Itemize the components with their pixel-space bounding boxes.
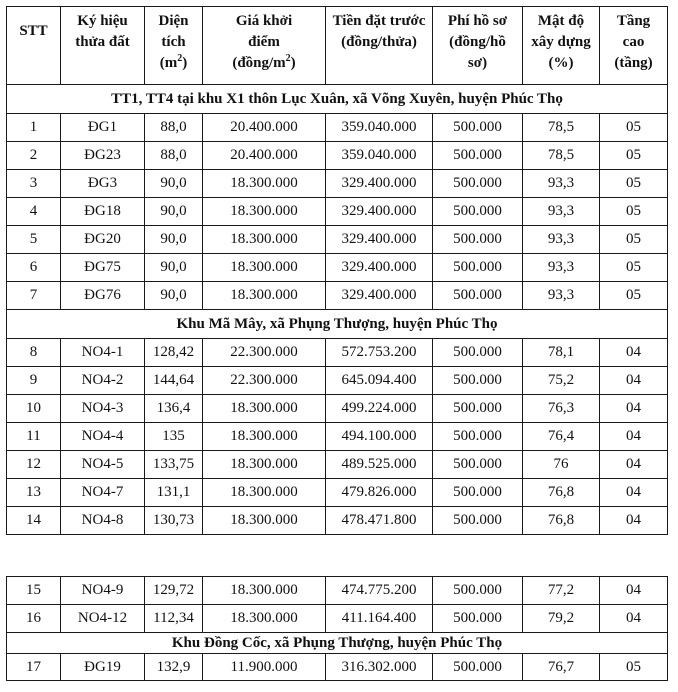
cell-stt: 10 <box>7 395 61 423</box>
header-start-price: Giá khởi điểm $(đồng/m^2)$ <box>203 7 326 85</box>
cell-stt: 11 <box>7 423 61 451</box>
cell-stt: 15 <box>7 577 61 605</box>
table-row <box>7 339 668 367</box>
cell-start-price: 18.300.000 <box>203 479 326 507</box>
cell-area: 130,73 <box>145 507 203 535</box>
cell-area: 144,64 <box>145 367 203 395</box>
cell-fee: 500.000 <box>433 605 523 633</box>
cell-density: 76,7 <box>523 654 600 681</box>
cell-fee: 500.000 <box>433 507 523 535</box>
cell-fee: 500.000 <box>433 226 523 254</box>
cell-area: 90,0 <box>145 198 203 226</box>
cell-fee: 500.000 <box>433 654 523 681</box>
cell-plot: ĐG3 <box>61 170 145 198</box>
table-row <box>7 451 668 479</box>
cell-deposit: 329.400.000 <box>326 226 433 254</box>
cell-deposit: 489.525.000 <box>326 451 433 479</box>
table-row <box>7 142 668 170</box>
cell-area: 88,0 <box>145 114 203 142</box>
auction-table <box>6 6 668 535</box>
header-density: Mật độ xây dựng (%) <box>523 7 600 85</box>
cell-area: 132,9 <box>145 654 203 681</box>
header-floors: Tầng cao (tầng) <box>600 7 668 85</box>
cell-stt: 9 <box>7 367 61 395</box>
cell-deposit: 329.400.000 <box>326 254 433 282</box>
section-row <box>7 633 668 654</box>
cell-area: 133,75 <box>145 451 203 479</box>
cell-deposit: 359.040.000 <box>326 114 433 142</box>
cell-plot: NO4-12 <box>61 605 145 633</box>
cell-area: 128,42 <box>145 339 203 367</box>
auction-table-continuation <box>6 576 668 681</box>
table-row <box>7 282 668 310</box>
cell-floors: 05 <box>600 114 668 142</box>
cell-floors: 05 <box>600 654 668 681</box>
cell-density: 76,8 <box>523 507 600 535</box>
cell-deposit: 329.400.000 <box>326 282 433 310</box>
cell-stt: 5 <box>7 226 61 254</box>
cell-start-price: 18.300.000 <box>203 423 326 451</box>
cell-fee: 500.000 <box>433 170 523 198</box>
cell-fee: 500.000 <box>433 114 523 142</box>
cell-deposit: 478.471.800 <box>326 507 433 535</box>
cell-plot: ĐG18 <box>61 198 145 226</box>
cell-floors: 04 <box>600 605 668 633</box>
cell-start-price: 18.300.000 <box>203 577 326 605</box>
cell-stt: 13 <box>7 479 61 507</box>
header-stt: STT <box>7 7 61 85</box>
cell-density: 78,5 <box>523 142 600 170</box>
cell-fee: 500.000 <box>433 577 523 605</box>
cell-deposit: 329.400.000 <box>326 170 433 198</box>
table-row <box>7 395 668 423</box>
cell-deposit: 474.775.200 <box>326 577 433 605</box>
section-row <box>7 310 668 339</box>
cell-area: 131,1 <box>145 479 203 507</box>
cell-plot: NO4-3 <box>61 395 145 423</box>
cell-stt: 14 <box>7 507 61 535</box>
cell-density: 76,4 <box>523 423 600 451</box>
cell-stt: 12 <box>7 451 61 479</box>
cell-start-price: 18.300.000 <box>203 395 326 423</box>
cell-start-price: 20.400.000 <box>203 142 326 170</box>
cell-plot: ĐG76 <box>61 282 145 310</box>
cell-plot: NO4-2 <box>61 367 145 395</box>
cell-deposit: 411.164.400 <box>326 605 433 633</box>
cell-deposit: 359.040.000 <box>326 142 433 170</box>
cell-plot: NO4-4 <box>61 423 145 451</box>
cell-plot: NO4-1 <box>61 339 145 367</box>
cell-area: 135 <box>145 423 203 451</box>
cell-start-price: 22.300.000 <box>203 367 326 395</box>
section-title: Khu Đồng Cốc, xã Phụng Thượng, huyện Phúc Thọ <box>7 633 668 654</box>
cell-stt: 16 <box>7 605 61 633</box>
table-row <box>7 254 668 282</box>
cell-start-price: 22.300.000 <box>203 339 326 367</box>
cell-stt: 17 <box>7 654 61 681</box>
cell-deposit: 494.100.000 <box>326 423 433 451</box>
cell-fee: 500.000 <box>433 198 523 226</box>
cell-area: 136,4 <box>145 395 203 423</box>
cell-floors: 05 <box>600 226 668 254</box>
header-row <box>7 7 668 85</box>
cell-floors: 04 <box>600 577 668 605</box>
table-row <box>7 367 668 395</box>
cell-fee: 500.000 <box>433 254 523 282</box>
cell-deposit: 645.094.400 <box>326 367 433 395</box>
cell-deposit: 572.753.200 <box>326 339 433 367</box>
table-row <box>7 479 668 507</box>
cell-deposit: 479.826.000 <box>326 479 433 507</box>
section-title: Khu Mã Mây, xã Phụng Thượng, huyện Phúc Thọ <box>7 310 668 339</box>
cell-fee: 500.000 <box>433 367 523 395</box>
table-row <box>7 577 668 605</box>
cell-deposit: 499.224.000 <box>326 395 433 423</box>
section-title: TT1, TT4 tại khu X1 thôn Lục Xuân, xã Võng Xuyên, huyện Phúc Thọ <box>7 85 668 114</box>
cell-density: 78,5 <box>523 114 600 142</box>
cell-area: 90,0 <box>145 170 203 198</box>
cell-deposit: 316.302.000 <box>326 654 433 681</box>
cell-start-price: 18.300.000 <box>203 198 326 226</box>
cell-plot: NO4-8 <box>61 507 145 535</box>
cell-density: 76,3 <box>523 395 600 423</box>
table-row <box>7 605 668 633</box>
cell-stt: 2 <box>7 142 61 170</box>
cell-start-price: 18.300.000 <box>203 282 326 310</box>
cell-density: 76,8 <box>523 479 600 507</box>
cell-floors: 05 <box>600 254 668 282</box>
cell-start-price: 18.300.000 <box>203 507 326 535</box>
cell-start-price: 18.300.000 <box>203 170 326 198</box>
cell-density: 77,2 <box>523 577 600 605</box>
cell-density: 93,3 <box>523 170 600 198</box>
cell-fee: 500.000 <box>433 142 523 170</box>
table-row <box>7 654 668 681</box>
cell-plot: ĐG23 <box>61 142 145 170</box>
header-plot: Ký hiệu thửa đất <box>61 7 145 85</box>
cell-floors: 04 <box>600 507 668 535</box>
table-row <box>7 226 668 254</box>
cell-floors: 04 <box>600 367 668 395</box>
table-body <box>7 85 668 535</box>
cell-floors: 05 <box>600 282 668 310</box>
section-row <box>7 85 668 114</box>
cell-fee: 500.000 <box>433 451 523 479</box>
cell-density: 93,3 <box>523 254 600 282</box>
cell-start-price: 11.900.000 <box>203 654 326 681</box>
table-row <box>7 170 668 198</box>
header-fee: Phí hồ sơ (đồng/hồ sơ) <box>433 7 523 85</box>
cell-stt: 6 <box>7 254 61 282</box>
cell-start-price: 18.300.000 <box>203 451 326 479</box>
cell-area: 90,0 <box>145 254 203 282</box>
cell-fee: 500.000 <box>433 423 523 451</box>
header-deposit: Tiền đặt trước (đồng/thửa) <box>326 7 433 85</box>
cell-plot: ĐG19 <box>61 654 145 681</box>
cell-plot: ĐG1 <box>61 114 145 142</box>
cell-fee: 500.000 <box>433 339 523 367</box>
cell-density: 79,2 <box>523 605 600 633</box>
cell-area: 88,0 <box>145 142 203 170</box>
cell-floors: 05 <box>600 170 668 198</box>
cell-fee: 500.000 <box>433 395 523 423</box>
cell-start-price: 20.400.000 <box>203 114 326 142</box>
cell-area: 112,34 <box>145 605 203 633</box>
cell-density: 93,3 <box>523 282 600 310</box>
cell-plot: NO4-9 <box>61 577 145 605</box>
cell-density: 75,2 <box>523 367 600 395</box>
table-row <box>7 507 668 535</box>
cell-deposit: 329.400.000 <box>326 198 433 226</box>
cell-area: 129,72 <box>145 577 203 605</box>
cell-start-price: 18.300.000 <box>203 605 326 633</box>
table-row <box>7 198 668 226</box>
cell-fee: 500.000 <box>433 282 523 310</box>
cell-stt: 1 <box>7 114 61 142</box>
cell-plot: NO4-7 <box>61 479 145 507</box>
cell-floors: 04 <box>600 395 668 423</box>
cell-fee: 500.000 <box>433 479 523 507</box>
cell-density: 78,1 <box>523 339 600 367</box>
cell-floors: 05 <box>600 198 668 226</box>
cell-floors: 04 <box>600 423 668 451</box>
cell-floors: 05 <box>600 142 668 170</box>
table-row <box>7 114 668 142</box>
cell-density: 93,3 <box>523 198 600 226</box>
table-row <box>7 423 668 451</box>
table-body-continuation <box>7 577 668 681</box>
cell-plot: ĐG75 <box>61 254 145 282</box>
cell-stt: 8 <box>7 339 61 367</box>
cell-plot: ĐG20 <box>61 226 145 254</box>
cell-density: 76 <box>523 451 600 479</box>
cell-floors: 04 <box>600 479 668 507</box>
cell-area: 90,0 <box>145 226 203 254</box>
cell-start-price: 18.300.000 <box>203 226 326 254</box>
cell-density: 93,3 <box>523 226 600 254</box>
cell-start-price: 18.300.000 <box>203 254 326 282</box>
cell-area: 90,0 <box>145 282 203 310</box>
cell-floors: 04 <box>600 339 668 367</box>
cell-stt: 7 <box>7 282 61 310</box>
cell-stt: 4 <box>7 198 61 226</box>
cell-floors: 04 <box>600 451 668 479</box>
header-area: Diện tích $(m^2)$ <box>145 7 203 85</box>
cell-plot: NO4-5 <box>61 451 145 479</box>
cell-stt: 3 <box>7 170 61 198</box>
